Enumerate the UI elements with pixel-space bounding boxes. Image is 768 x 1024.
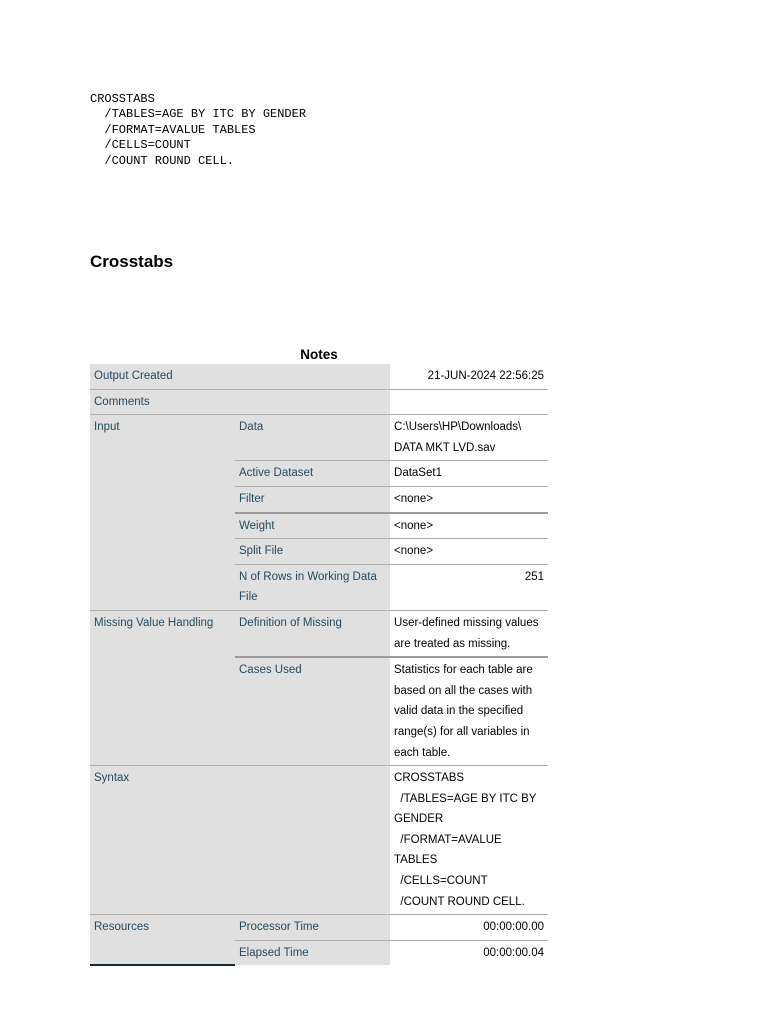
n-rows-value: 251 bbox=[390, 564, 548, 610]
row-comments bbox=[90, 389, 548, 415]
split-file-value: <none> bbox=[390, 539, 548, 565]
notes-table-title: Notes bbox=[300, 347, 338, 362]
comments-value bbox=[390, 389, 548, 415]
data-label: Data bbox=[235, 415, 390, 461]
output-created-value: 21-JUN-2024 22:56:25 bbox=[390, 364, 548, 389]
split-file-label: Split File bbox=[235, 539, 390, 565]
row-output-created bbox=[90, 364, 548, 389]
section-heading-crosstabs: Crosstabs bbox=[90, 252, 174, 271]
active-dataset-value: DataSet1 bbox=[390, 461, 548, 487]
input-label: Input bbox=[90, 415, 235, 611]
output-created-label: Output Created bbox=[90, 364, 390, 389]
filter-label: Filter bbox=[235, 486, 390, 512]
syntax-log: CROSSTABS /TABLES=AGE BY ITC BY GENDER /FORMAT=AVALUE TABLES /CELLS=COUNT /COUNT ROUND CELL. bbox=[90, 92, 307, 168]
row-processor-time bbox=[90, 915, 548, 941]
weight-value: <none> bbox=[390, 513, 548, 539]
cases-used-value: Statistics for each table are based on all the cases with valid data in the specified range(s) for all variables in each table. bbox=[390, 657, 548, 765]
row-input-data bbox=[90, 415, 548, 461]
row-syntax bbox=[90, 766, 548, 915]
n-rows-label: N of Rows in Working Data File bbox=[235, 564, 390, 610]
elapsed-time-value: 00:00:00.04 bbox=[390, 940, 548, 965]
resources-label: Resources bbox=[90, 915, 235, 966]
missing-value-handling-label: Missing Value Handling bbox=[90, 610, 235, 765]
row-definition-of-missing bbox=[90, 610, 548, 657]
active-dataset-label: Active Dataset bbox=[235, 461, 390, 487]
definition-of-missing-value: User-defined missing values are treated as missing. bbox=[390, 610, 548, 657]
notes-table bbox=[90, 364, 548, 966]
processor-time-value: 00:00:00.00 bbox=[390, 915, 548, 941]
filter-value: <none> bbox=[390, 486, 548, 512]
processor-time-label: Processor Time bbox=[235, 915, 390, 941]
comments-label: Comments bbox=[90, 389, 390, 415]
elapsed-time-label: Elapsed Time bbox=[235, 940, 390, 965]
syntax-label: Syntax bbox=[90, 766, 390, 915]
weight-label: Weight bbox=[235, 513, 390, 539]
cases-used-label: Cases Used bbox=[235, 657, 390, 765]
syntax-value: CROSSTABS /TABLES=AGE BY ITC BY GENDER /FORMAT=AVALUE TABLES /CELLS=COUNT /COUNT ROUND CELL. bbox=[390, 766, 548, 915]
data-value: C:\Users\HP\Downloads\ DATA MKT LVD.sav bbox=[390, 415, 548, 461]
definition-of-missing-label: Definition of Missing bbox=[235, 610, 390, 657]
